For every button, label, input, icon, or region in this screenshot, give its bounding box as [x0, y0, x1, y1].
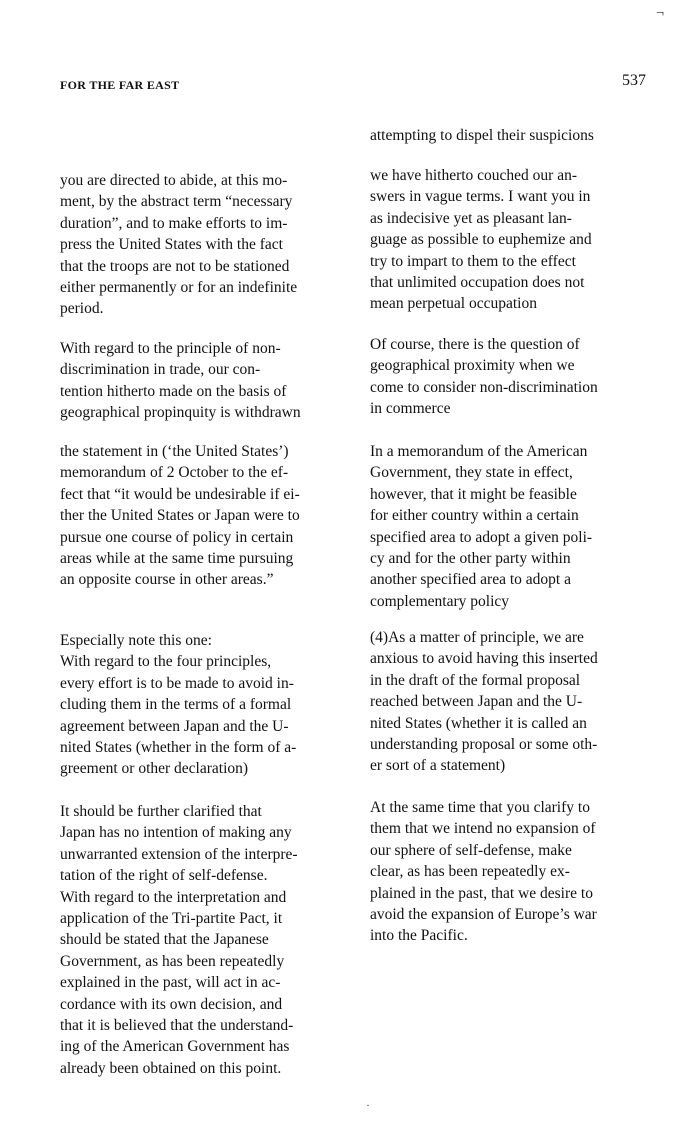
running-head: FOR THE FAR EAST: [60, 78, 180, 92]
left-paragraph-1: you are directed to abide, at this mo- ment, by the abstract term “necessary duration”, and to make efforts to im- press the United States with the fact that the troops are not to be stationed either permanently or for an indefinite period.: [60, 172, 298, 318]
right-paragraph-3: Of course, there is the question of geographical proximity when we come to consider non-discrimination in commerce: [370, 336, 598, 418]
right-paragraph-6: At the same time that you clarify to them that we intend no expansion of our sphere of self-defense, make clear, as has been repeatedly ex- plained in the past, that we desire to avoid the expansion of Europe’s war into the Pacific.: [370, 799, 597, 945]
right-paragraph-2: we have hitherto couched our an- swers in vague terms. I want you in as indecisive yet as pleasant lan- guage as possible to euphemize and try to impart to them to the effect that unlimited occupation does not mean perpetual occupation: [370, 167, 592, 313]
left-paragraph-3: the statement in (‘the United States’) memorandum of 2 October to the ef- fect that “it would be undesirable if ei- ther the United States or Japan were to pursue one course of policy in certain areas while at the same time pursuing an opposite course in other areas.”: [60, 443, 300, 589]
bottom-dot-mark: ·: [366, 1098, 370, 1112]
left-paragraph-5: It should be further clarified that Japan has no intention of making any unwarranted extension of the interpre- tation of the right of self-defense. With regard to the interpretation and application of the Tri-partite Pact, it should be stated that the Japanese Government, as has been repeatedly explained in the past, will act in ac- cordance with its own decision, and that it is believed that the understand- ing of the American Government has already been obtained on this point.: [60, 803, 298, 1077]
right-paragraph-1: attempting to dispel their suspicions: [370, 127, 594, 144]
right-paragraph-4: In a memorandum of the American Government, they state in effect, however, that it might be feasible for either country within a certain specified area to adopt a given poli- cy and for the other party within another specified area to adopt a complementary policy: [370, 443, 593, 610]
page-number: 537: [622, 72, 646, 89]
left-paragraph-2: With regard to the principle of non- discrimination in trade, our con- tention hitherto made on the basis of geographical propinquity is withdrawn: [60, 340, 301, 422]
left-paragraph-4: Especially note this one: With regard to the four principles, every effort is to be made to avoid in- cluding them in the terms of a formal agreement between Japan and the U- nited States (whether in the form of a- greement or other declaration): [60, 632, 297, 778]
right-paragraph-5: (4)As a matter of principle, we are anxious to avoid having this inserted in the draft of the formal proposal reached between Japan and the U- nited States (whether it is called an understanding proposal or some oth- er sort of a statement): [370, 629, 598, 775]
corner-mark: ¬: [656, 6, 664, 21]
